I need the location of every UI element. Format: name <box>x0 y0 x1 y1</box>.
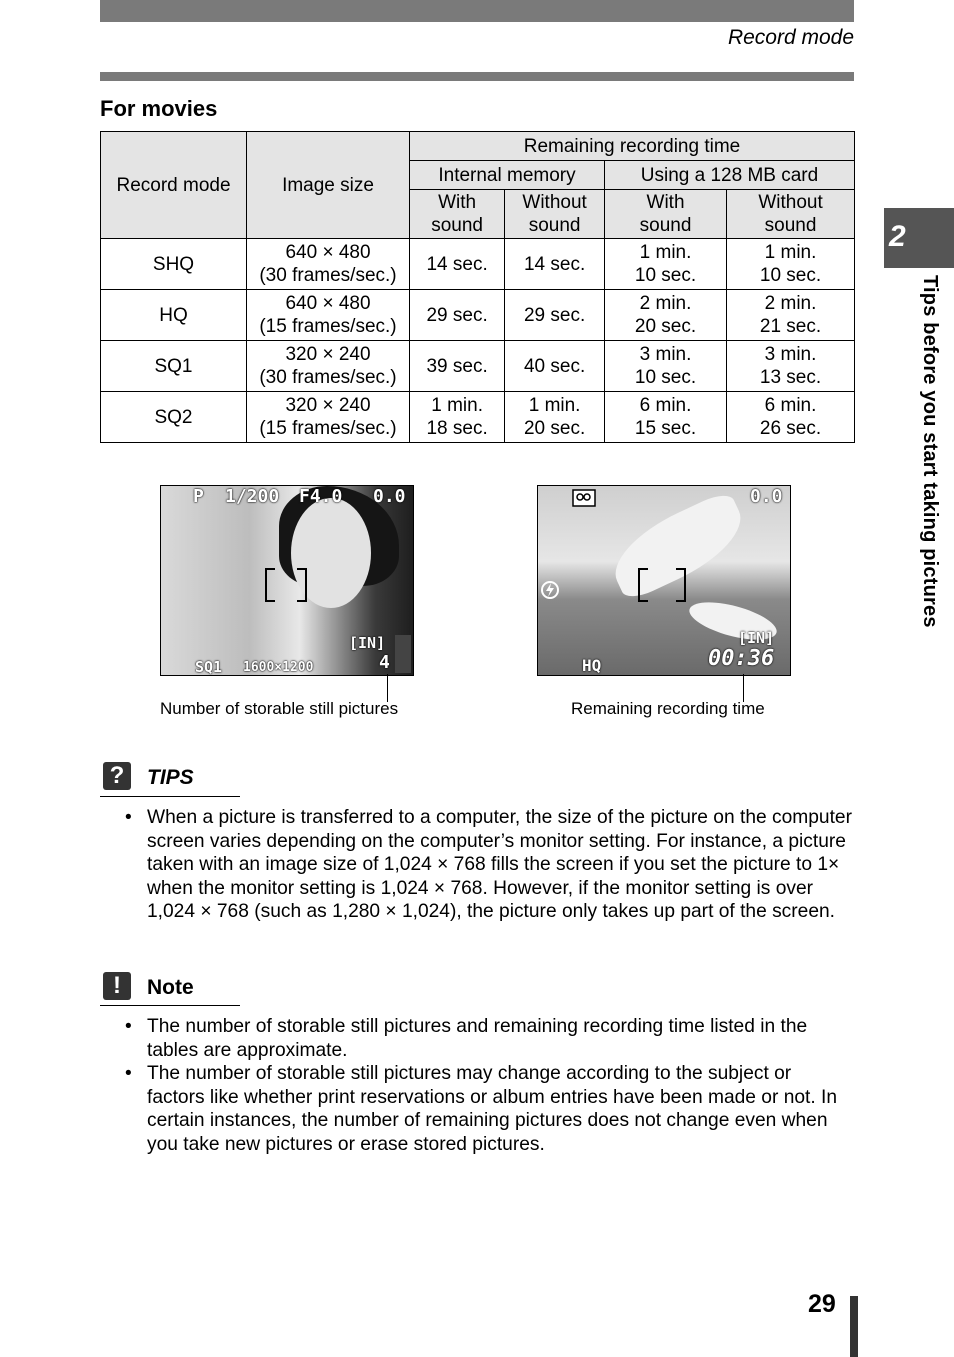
osd-memory: [IN] <box>349 634 386 652</box>
cell-value: 1 min. 10 sec. <box>604 239 726 290</box>
cell-mode: HQ <box>101 290 247 341</box>
cell-mode: SQ1 <box>101 341 247 392</box>
pointer-line-left <box>387 674 388 702</box>
chapter-title: Tips before you start taking pictures <box>919 275 941 628</box>
sub-card: Using a 128 MB card <box>604 161 854 190</box>
movies-table <box>100 131 855 443</box>
section-title: For movies <box>100 96 218 121</box>
cell-size: 640 × 480 (15 frames/sec.) <box>247 290 410 341</box>
question-icon: ? <box>103 762 131 790</box>
af-bracket-left <box>638 568 648 602</box>
cell-size: 320 × 240 (15 frames/sec.) <box>247 392 410 443</box>
osd-remaining-time: 00:36 <box>708 646 775 671</box>
osd-record-mode: HQ <box>582 656 602 675</box>
osd-exposure: 0.0 <box>373 486 406 507</box>
table-row <box>101 392 855 443</box>
col-without-sound: Without sound <box>727 190 855 239</box>
af-bracket-right <box>676 568 686 602</box>
list-item: • When a picture is transferred to a computer, the size of the picture on the computer screen varies depending on the computer’s monitor setting. For instance, a picture taken with an image size of 1,024 × 768 fills the screen if you set the picture to 1× when the monitor setting is 1,024 × 768. However, if the monitor setting is over 1,024 × 768 (such as 1,280 × 1,024), the picture only takes up part of the screen. <box>100 806 854 924</box>
cell-value: 40 sec. <box>505 341 605 392</box>
cell-value: 1 min. 20 sec. <box>505 392 605 443</box>
osd-image-size: 1600×1200 <box>243 660 314 675</box>
cell-value: 3 min. 13 sec. <box>727 341 855 392</box>
cell-value: 29 sec. <box>410 290 505 341</box>
screen1-side-bar <box>395 635 411 673</box>
af-bracket-right <box>297 568 307 602</box>
top-bar <box>100 0 854 22</box>
af-bracket-left <box>265 568 275 602</box>
cell-mode: SQ2 <box>101 392 247 443</box>
caption-storable-pictures: Number of storable still pictures <box>160 699 399 718</box>
col-with-sound: With sound <box>410 190 505 239</box>
cell-size: 320 × 240 (30 frames/sec.) <box>247 341 410 392</box>
running-head: Record mode <box>727 26 854 49</box>
table-row <box>101 239 855 290</box>
cell-value: 6 min. 26 sec. <box>727 392 855 443</box>
note-label: Note <box>147 976 194 999</box>
tips-list <box>100 806 854 924</box>
col-image-size: Image size <box>247 132 410 239</box>
sub-internal-memory: Internal memory <box>410 161 605 190</box>
cell-value: 1 min. 18 sec. <box>410 392 505 443</box>
pointer-line-right <box>743 674 744 702</box>
table-row <box>101 290 855 341</box>
lcd-still-screen <box>160 485 414 676</box>
movie-camera-icon <box>572 489 596 507</box>
note-list <box>100 1015 854 1156</box>
cell-value: 1 min. 10 sec. <box>727 239 855 290</box>
osd-aperture: F4.0 <box>299 486 343 507</box>
table-row <box>101 341 855 392</box>
cell-value: 2 min. 21 sec. <box>727 290 855 341</box>
cell-value: 29 sec. <box>505 290 605 341</box>
col-with-sound: With sound <box>604 190 726 239</box>
exclamation-icon: ! <box>103 972 131 1000</box>
header-rule <box>100 72 854 81</box>
group-remaining: Remaining recording time <box>410 132 855 161</box>
osd-memory: [IN] <box>738 629 775 647</box>
list-item: • The number of storable still pictures and remaining recording time listed in the tables are approximate. <box>100 1015 854 1062</box>
osd-still-count: 4 <box>379 652 390 673</box>
flash-off-icon <box>540 580 560 600</box>
chapter-number: 2 <box>889 220 906 253</box>
cell-value: 6 min. 15 sec. <box>604 392 726 443</box>
page-edge-bar <box>850 1296 858 1357</box>
cell-value: 2 min. 20 sec. <box>604 290 726 341</box>
cell-value: 14 sec. <box>410 239 505 290</box>
cell-size: 640 × 480 (30 frames/sec.) <box>247 239 410 290</box>
osd-mode-p: P <box>193 486 204 507</box>
cell-value: 39 sec. <box>410 341 505 392</box>
cell-mode: SHQ <box>101 239 247 290</box>
col-record-mode: Record mode <box>101 132 247 239</box>
caption-remaining-time: Remaining recording time <box>571 699 765 718</box>
list-item: • The number of storable still pictures may change according to the subject or factors like whether print reservations or album entries have been made or not. In certain instances, the number of remaining pictures does not change even when you take new pictures or erase stored pictures. <box>100 1062 854 1156</box>
osd-record-mode: SQ1 <box>195 658 223 676</box>
cell-value: 3 min. 10 sec. <box>604 341 726 392</box>
page-number: 29 <box>808 1290 836 1318</box>
col-without-sound: Without sound <box>505 190 605 239</box>
osd-shutter: 1/200 <box>225 486 280 507</box>
tips-label: TIPS <box>147 766 194 789</box>
lcd-movie-screen <box>537 485 791 676</box>
cell-value: 14 sec. <box>505 239 605 290</box>
osd-exposure: 0.0 <box>750 486 783 507</box>
